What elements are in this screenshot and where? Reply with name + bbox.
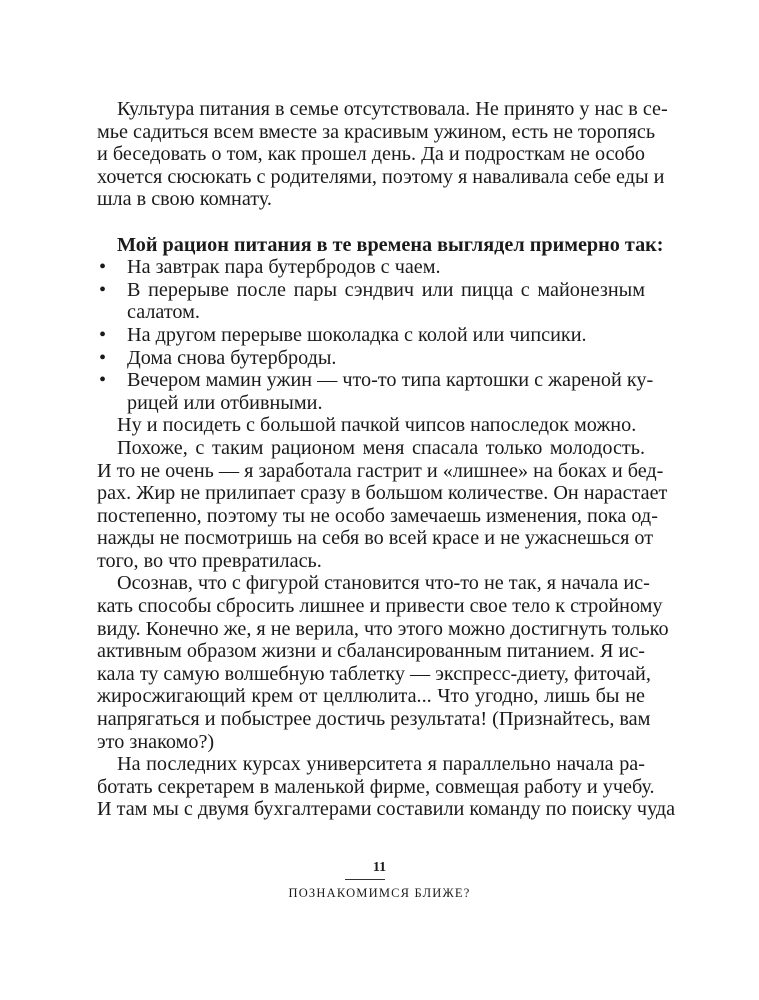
paragraph xyxy=(97,98,668,211)
list-item-text: На завтрак пара бутербродов с чаем. xyxy=(127,256,441,279)
text-line: того, во что превратилась. xyxy=(97,549,322,572)
list-item xyxy=(97,324,645,347)
page-number: 11 xyxy=(372,860,387,875)
text-line: Ну и посидеть с большой пачкой чипсов напоследок можно. xyxy=(117,414,637,437)
text-line: это знакомо?) xyxy=(97,730,215,753)
text-line: Культура питания в семье отсутствовала. Не принято у нас в се- xyxy=(117,98,668,120)
text-line: Похоже, с таким рационом меня спасала только молодость. xyxy=(117,436,645,459)
list-item-continuation: рицей или отбивными. xyxy=(127,391,323,414)
text-line: рах. Жир не прилипает сразу в большом количестве. Он нарастает xyxy=(97,482,668,505)
text-line: и беседовать о том, как прошел день. Да и подросткам не особо xyxy=(97,143,645,166)
list-item xyxy=(97,369,654,392)
text-line: На последних курсах университета я параллельно начала ра- xyxy=(117,753,645,776)
bullet-icon: • xyxy=(99,369,107,392)
list-item-text: Вечером мамин ужин — что-то типа картошки с жареной ку- xyxy=(127,369,654,392)
bullet-icon: • xyxy=(99,278,107,301)
text-line: хочется сюсюкать с родителями, поэтому я наваливала себе еды и xyxy=(97,165,665,188)
text-line: напрягаться и побыстрее достичь результата! (Признайтесь, вам xyxy=(97,708,651,731)
list-item xyxy=(97,256,645,279)
page-body xyxy=(97,98,676,821)
list-heading: Мой рацион питания в те времена выглядел примерно так: xyxy=(117,233,664,256)
text-line: И то не очень — я заработала гастрит и «лишнее» на боках и бед- xyxy=(97,459,664,482)
list-item-text: Дома снова бутерброды. xyxy=(127,346,337,369)
text-line: шла в свою комнату. xyxy=(97,188,272,211)
bullet-list xyxy=(97,256,654,414)
bullet-icon: • xyxy=(99,256,107,279)
list-item-continuation: салатом. xyxy=(127,301,200,324)
text-line: мье садиться всем вместе за красивым ужином, есть не торопясь xyxy=(97,120,656,143)
footer-divider xyxy=(345,879,385,880)
bullet-icon: • xyxy=(99,346,107,369)
text-line: И там мы с двумя бухгалтерами составили команду по поиску чуда xyxy=(97,798,676,821)
text-line: кала ту самую волшебную таблетку — экспресс-диету, фиточай, xyxy=(97,662,651,685)
text-line: жиросжигающий крем от целлюлита... Что угодно, лишь бы не xyxy=(97,685,645,708)
paragraph xyxy=(97,414,645,437)
text-line: активным образом жизни и сбалансированным питанием. Я ис- xyxy=(97,640,645,663)
list-item-text: На другом перерыве шоколадка с колой или чипсики. xyxy=(127,323,587,346)
paragraph xyxy=(97,436,668,573)
text-line: нажды не посмотришь на себя во всей красе и не ужаснешься от xyxy=(97,527,654,550)
running-title: ПОЗНАКОМИМСЯ БЛИЖЕ? xyxy=(288,886,471,900)
paragraph xyxy=(97,572,669,753)
text-line: Осознав, что с фигурой становится что-то не так, я начала ис- xyxy=(117,572,650,595)
text-line: постепенно, поэтому ты не особо замечаешь изменения, пока од- xyxy=(97,504,658,527)
text-line: ботать секретарем в маленькой фирме, совмещая работу и учебу. xyxy=(97,775,655,798)
paragraph xyxy=(97,753,676,821)
list-item-text: В перерыве после пары сэндвич или пицца с майонезным xyxy=(127,278,645,301)
text-line: кать способы сбросить лишнее и привести свое тело к стройному xyxy=(97,595,663,618)
text-line: виду. Конечно же, я не верила, что этого можно достигнуть только xyxy=(97,617,669,640)
bullet-icon: • xyxy=(99,323,107,346)
list-item xyxy=(97,347,645,370)
paragraph-gap xyxy=(97,211,645,234)
list-item xyxy=(97,279,645,302)
